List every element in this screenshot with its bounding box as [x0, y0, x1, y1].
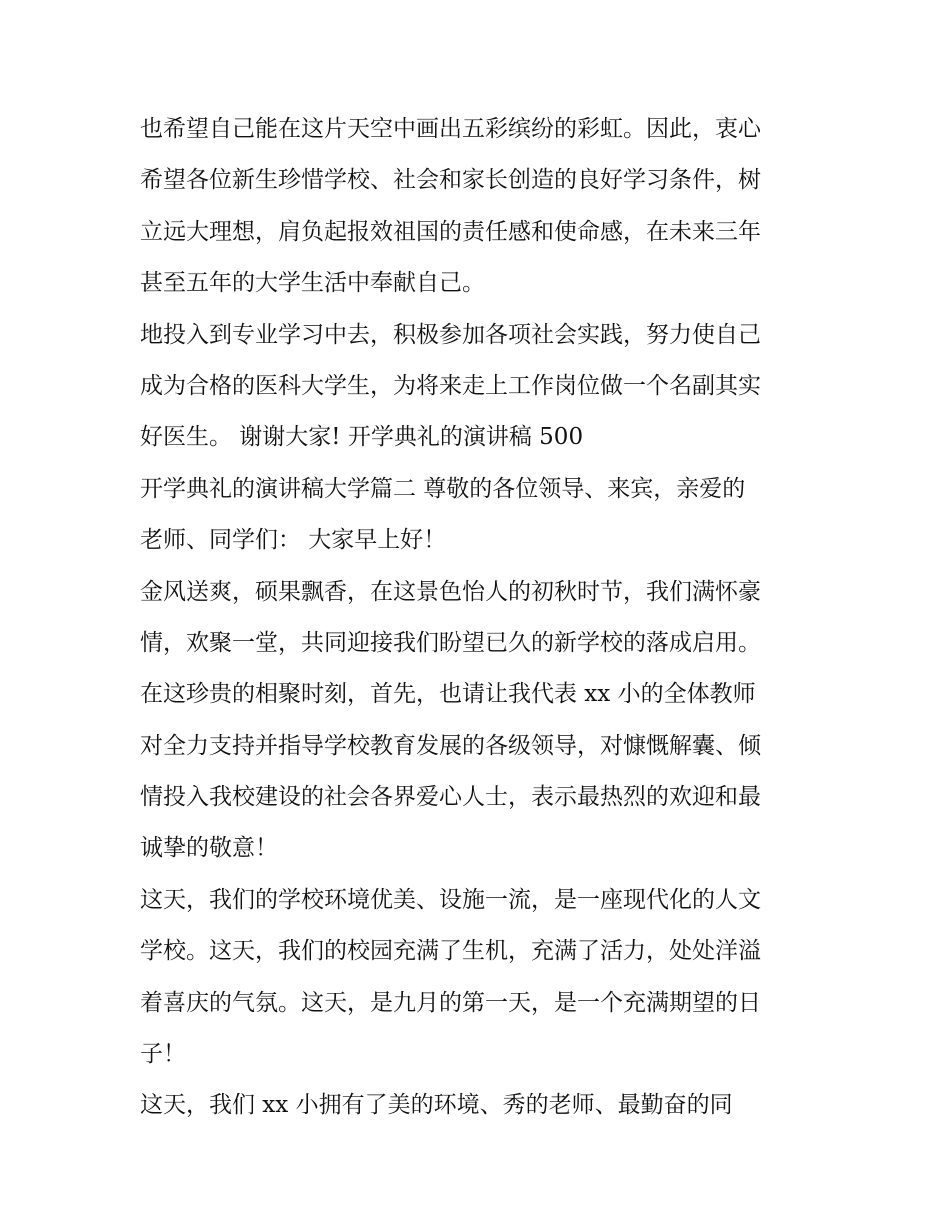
text-line: 诚挚的敬意！	[140, 835, 278, 862]
text-line: 立远大理想，肩负起报效祖国的责任感和使命感，在未来三年	[140, 218, 761, 245]
text-line: 情投入我校建设的社会各界爱心人士，表示最热烈的欢迎和最	[140, 784, 761, 811]
text-line: 着喜庆的气氛。这天，是九月的第一天，是一个充满期望的日	[140, 989, 761, 1016]
text-line: 这天，我们 xx 小拥有了美的环境、秀的老师、最勤奋的同	[140, 1092, 733, 1119]
text-line: 子！	[140, 1041, 186, 1068]
text-line: 也希望自己能在这片天空中画出五彩缤纷的彩虹。因此，衷心	[140, 116, 761, 142]
text-line: 甚至五年的大学生活中奉献自己。	[140, 270, 485, 297]
text-line: 学校。这天，我们的校园充满了生机，充满了活力，处处洋溢	[140, 938, 761, 965]
text-line: 希望各位新生珍惜学校、社会和家长创造的良好学习条件，树	[140, 167, 761, 194]
text-line: 情，欢聚一堂，共同迎接我们盼望已久的新学校的落成启用。	[140, 629, 761, 656]
text-line: 成为合格的医科大学生，为将来走上工作岗位做一个名副其实	[140, 372, 761, 399]
body-text	[140, 104, 820, 1132]
text-line: 地投入到专业学习中去，积极参加各项社会实践，努力使自己	[140, 321, 761, 348]
text-line: 在这珍贵的相聚时刻，首先，也请让我代表 xx 小的全体教师	[140, 681, 756, 708]
text-line: 对全力支持并指导学校教育发展的各级领导，对慷慨解囊、倾	[140, 732, 761, 759]
text-line: 开学典礼的演讲稿大学篇二 尊敬的各位领导、来宾，亲爱的	[140, 475, 746, 502]
text-line: 金风送爽，硕果飘香，在这景色怡人的初秋时节，我们满怀豪	[140, 578, 761, 605]
text-line: 这天，我们的学校环境优美、设施一流，是一座现代化的人文	[140, 886, 761, 913]
text-line: 老师、同学们： 大家早上好！	[140, 527, 447, 554]
text-line: 好医生。 谢谢大家! 开学典礼的演讲稿 500	[140, 424, 584, 451]
